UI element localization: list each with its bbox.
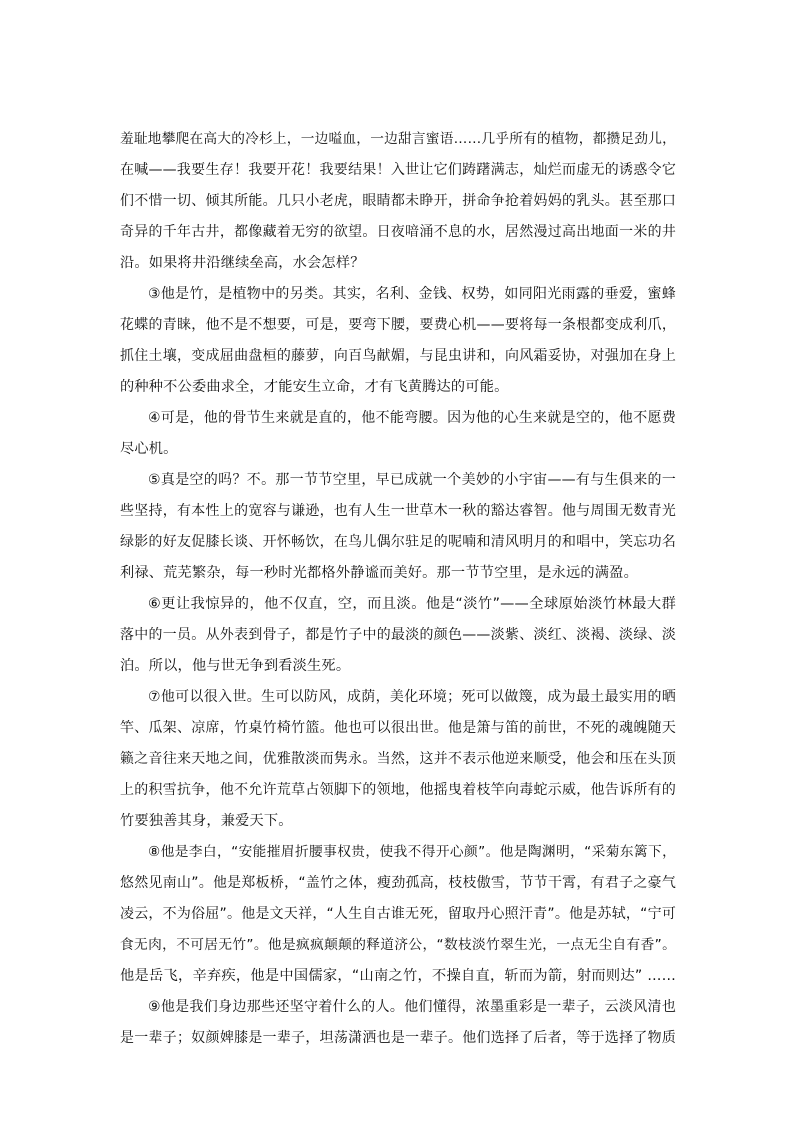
text-line: 落中的一员。从外表到骨子，都是竹子中的最淡的颜色——淡紫、淡红、淡褐、淡绿、淡 bbox=[120, 627, 676, 643]
paragraph-2-continuation bbox=[120, 124, 676, 279]
text-line: 抓住土壤，变成屈曲盘桓的藤萝，向百鸟献媚，与昆虫讲和，向风霜妥协，对强加在身上 bbox=[120, 348, 676, 364]
article-body bbox=[120, 124, 676, 1054]
paragraph-7 bbox=[120, 682, 676, 837]
paragraph-9 bbox=[120, 992, 676, 1054]
text-line: ⑦他可以很入世。生可以防风，成荫，美化环境；死可以做篾，成为最土最实用的晒 bbox=[148, 689, 676, 705]
text-line: ⑥更让我惊异的，他不仅直，空，而且淡。他是“淡竹”——全球原始淡竹林最大群 bbox=[148, 596, 676, 612]
text-line: 悠然见南山”。他是郑板桥，“盖竹之体，瘦劲孤高，枝枝傲雪，节节干霄，有君子之豪气 bbox=[120, 875, 676, 891]
text-line: 凌云，不为俗屈”。他是文天祥，“人生自古谁无死，留取丹心照汗青”。他是苏轼，“宁可 bbox=[120, 906, 676, 922]
text-line: ④可是，他的骨节生来就是直的，他不能弯腰。因为他的心生来就是空的，他不愿费 bbox=[148, 410, 676, 426]
text-line: ⑨他是我们身边那些还坚守着什么的人。他们懂得，浓墨重彩是一辈子，云淡风清也 bbox=[148, 999, 676, 1015]
text-line: ⑤真是空的吗？不。那一节节空里，早已成就一个美妙的小宇宙——有与生俱来的一 bbox=[148, 472, 676, 488]
text-line: ③他是竹，是植物中的另类。其实，名利、金钱、权势，如同阳光雨露的垂爱，蜜蜂 bbox=[148, 286, 676, 302]
text-line: 花蝶的青睐，他不是不想要，可是，要弯下腰，要费心机——要将每一条根都变成利爪， bbox=[120, 317, 676, 333]
text-line: 他是岳飞，辛弃疾，他是中国儒家，“山南之竹，不操自直，斩而为箭，射而则达” …… bbox=[120, 968, 676, 984]
text-line: 奇异的千年古井，都像藏着无穷的欲望。日夜喑涌不息的水，居然漫过高出地面一米的井 bbox=[120, 224, 676, 240]
paragraph-4 bbox=[120, 403, 676, 465]
text-line: 竹要独善其身，兼爱天下。 bbox=[120, 813, 293, 829]
paragraph-5 bbox=[120, 465, 676, 589]
text-line: 在喊——我要生存！我要开花！我要结果！入世让它们踌躇满志，灿烂而虚无的诱惑令它 bbox=[120, 162, 676, 178]
text-line: 绿影的好友促膝长谈、开怀畅饮，在鸟儿偶尔驻足的呢喃和清风明月的和唱中，笑忘功名 bbox=[120, 534, 676, 550]
text-line: 竿、瓜架、凉席，竹桌竹椅竹篮。他也可以很出世。他是箫与笛的前世，不死的魂魄随天 bbox=[120, 720, 676, 736]
text-line: 尽心机。 bbox=[120, 441, 178, 457]
text-line: 食无肉，不可居无竹”。他是疯疯颠颠的释道济公，“数枝淡竹翠生光，一点无尘自有香”。 bbox=[120, 937, 676, 953]
text-line: 些坚持，有本性上的宽容与谦逊，也有人生一世草木一秋的豁达睿智。他与周围无数青光 bbox=[120, 503, 676, 519]
text-line: 的种种不公委曲求全，才能安生立命，才有飞黄腾达的可能。 bbox=[120, 379, 509, 395]
text-line: ⑧他是李白，“安能摧眉折腰事权贵，使我不得开心颜”。他是陶渊明，“采菊东篱下， bbox=[148, 844, 676, 860]
text-line: 上的积雪抗争，他不允许荒草占领脚下的领地，他摇曳着枝竿向毒蛇示威，他告诉所有的 bbox=[120, 782, 676, 798]
paragraph-3 bbox=[120, 279, 676, 403]
text-line: 泊。所以，他与世无争到看淡生死。 bbox=[120, 658, 351, 674]
paragraph-8 bbox=[120, 837, 676, 992]
text-line: 利禄、荒芜繁杂，每一秒时光都格外静谧而美好。那一节节空里，是永远的满盈。 bbox=[120, 565, 638, 581]
text-line: 们不惜一切、倾其所能。几只小老虎，眼睛都未睁开，拼命争抢着妈妈的乳头。甚至那口 bbox=[120, 193, 676, 209]
text-line: 是一辈子；奴颜婢膝是一辈子，坦荡潇洒也是一辈子。他们选择了后者，等于选择了物质 bbox=[120, 1030, 676, 1046]
text-line: 籁之音往来天地之间，优雅散淡而隽永。当然，这并不表示他逆来顺受，他会和压在头顶 bbox=[120, 751, 676, 767]
text-line: 羞耻地攀爬在高大的冷杉上，一边嗌血，一边甜言蜜语……几乎所有的植物，都攒足劲儿， bbox=[120, 131, 676, 147]
text-line: 沿。如果将井沿继续垒高，水会怎样？ bbox=[120, 255, 365, 271]
paragraph-6 bbox=[120, 589, 676, 682]
